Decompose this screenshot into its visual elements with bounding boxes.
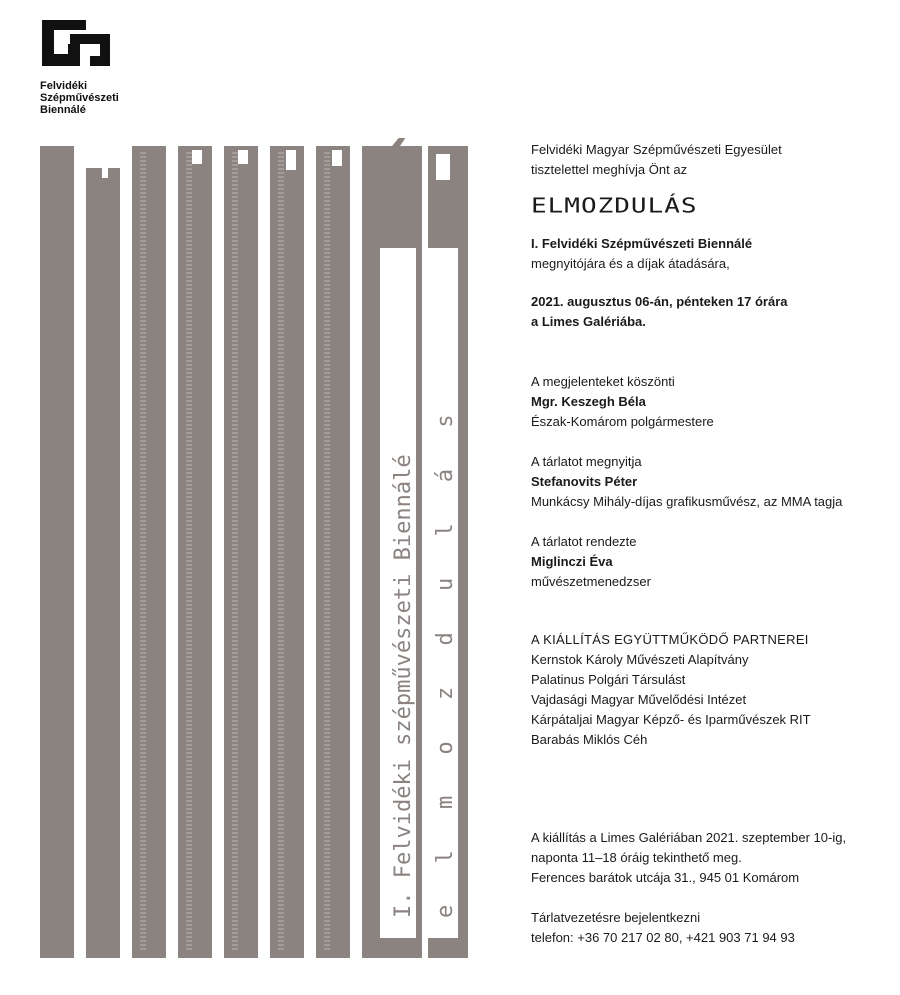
speaker-role: A megjelenteket köszönti — [531, 374, 675, 389]
contact-info — [531, 908, 881, 948]
contact-label: Tárlatvezetésre bejelentkezni — [531, 910, 701, 925]
org-name: Felvidéki Magyar Szépművészeti Egyesület — [531, 142, 782, 157]
event-title: ELMOZDULÁS — [531, 194, 698, 218]
speaker-name: Stefanovits Péter — [531, 474, 638, 489]
speaker-block-3 — [531, 532, 881, 592]
artwork-svg — [40, 138, 468, 958]
exhibition-line: A kiállítás a Limes Galériában 2021. szeptember 10-ig, — [531, 830, 847, 845]
vertical-text-1: I. Felvidéki szépművészeti Biennálé — [391, 454, 416, 918]
partner-item: Vajdasági Magyar Művelődési Intézet — [531, 692, 747, 707]
invitation-text — [531, 140, 881, 948]
event-subtitle: megnyitójára és a díjak átadására, — [531, 256, 730, 271]
speaker-role: A tárlatot rendezte — [531, 534, 637, 549]
partner-item: Barabás Miklós Céh — [531, 732, 648, 747]
logo-line-3: Biennálé — [40, 104, 86, 116]
speaker-title: Munkácsy Mihály-díjas grafikusművész, az MMA tagja — [531, 494, 843, 509]
partner-item: Kárpátaljai Magyar Képző- és Iparművészek RIT — [531, 712, 811, 727]
vertical-text-2: e l m o z d u l á s — [433, 400, 458, 918]
exhibition-line: naponta 11–18 óráig tekinthető meg. — [531, 850, 742, 865]
logo-mark-icon — [40, 18, 112, 68]
exhibition-address: Ferences barátok utcája 31., 945 01 Komárom — [531, 870, 800, 885]
speaker-name: Mgr. Keszegh Béla — [531, 394, 646, 409]
logo-wordmark — [40, 80, 119, 116]
partners-section — [531, 630, 881, 750]
event-venue: a Limes Galériába. — [531, 314, 646, 329]
speaker-name: Miglinczi Éva — [531, 554, 613, 569]
exhibition-info — [531, 828, 881, 888]
speaker-block-1 — [531, 372, 881, 432]
biennale-logo — [40, 18, 119, 116]
contact-phone: telefon: +36 70 217 02 80, +421 903 71 94 93 — [531, 930, 795, 945]
partners-heading: A KIÁLLÍTÁS EGYÜTTMŰKÖDŐ PARTNEREI — [531, 632, 809, 647]
partner-item: Palatinus Polgári Társulást — [531, 672, 686, 687]
poster-artwork — [40, 138, 468, 958]
event-date: 2021. augusztus 06-án, pénteken 17 órára — [531, 294, 788, 309]
speaker-block-2 — [531, 452, 881, 512]
speaker-title: Észak-Komárom polgármestere — [531, 414, 714, 429]
logo-line-2: Szépművészeti — [40, 92, 119, 104]
speaker-role: A tárlatot megnyitja — [531, 454, 642, 469]
invite-phrase: tisztelettel meghívja Önt az — [531, 162, 688, 177]
speaker-title: művészetmenedzser — [531, 574, 651, 589]
logo-line-1: Felvidéki — [40, 80, 88, 92]
partner-item: Kernstok Károly Művészeti Alapítvány — [531, 652, 749, 667]
event-name: I. Felvidéki Szépművészeti Biennálé — [531, 236, 753, 251]
